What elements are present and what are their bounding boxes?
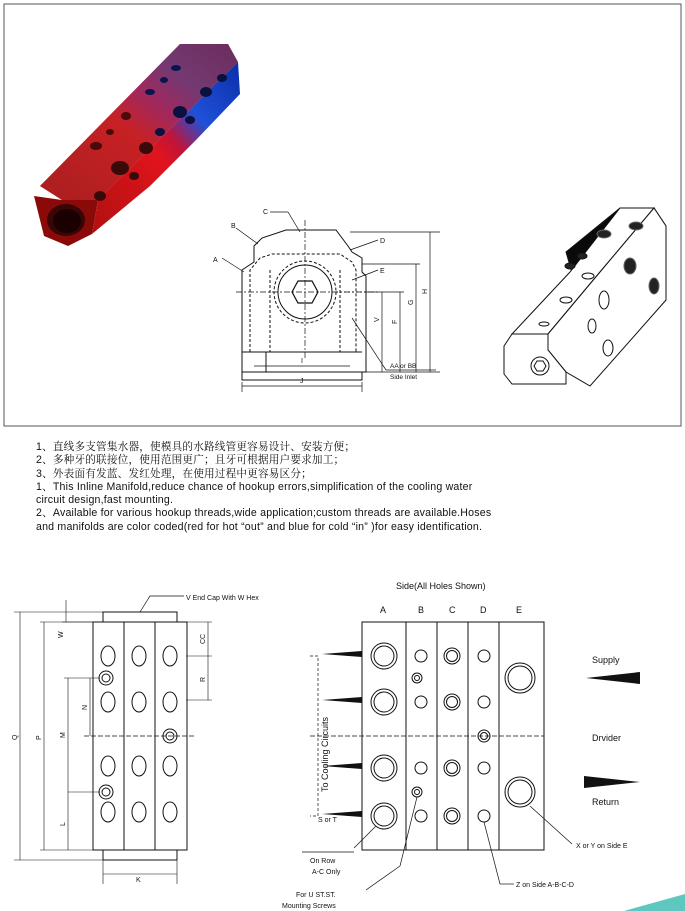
end-cap-label: V End Cap With W Hex — [186, 595, 259, 602]
label-h: H — [422, 288, 429, 294]
note-en-1b: circuit design,fast mounting. — [36, 494, 174, 507]
dim-k: K — [136, 877, 141, 884]
label-g: G — [408, 299, 415, 305]
dim-p: P — [36, 735, 43, 740]
dim-n: N — [82, 704, 89, 710]
for-u-label-1: For U ST.ST. — [296, 892, 336, 899]
note-cn-2: 2、多种牙的联接位，使用范围更广；且牙可根据用户要求加工； — [36, 454, 345, 467]
description-notes — [36, 441, 676, 534]
corner-decoration — [624, 894, 685, 911]
right-side-drawing — [302, 622, 572, 890]
label-b: B — [231, 223, 236, 230]
left-plan-drawing — [14, 596, 212, 884]
dim-m: M — [60, 732, 67, 738]
return-arrow — [584, 776, 640, 788]
note-en-2b: and manifolds are color coded(red for hot “out” and blue for cold “in” )for easy identification. — [36, 520, 483, 533]
label-d: D — [380, 238, 386, 245]
note-en-1a: 1、This Inline Manifold,reduce chance of hookup errors,simplification of the cooling water — [36, 480, 473, 493]
label-j: J — [300, 378, 304, 385]
dim-q: Q — [12, 734, 19, 740]
label-a: A — [213, 257, 218, 264]
a-c-only-label: A-C Only — [312, 869, 341, 876]
z-on-side-label: Z on Side A-B-C-D — [516, 882, 574, 889]
label-f: F — [392, 319, 399, 324]
column-d: D — [480, 605, 487, 615]
s-or-t-label: S or T — [318, 817, 337, 824]
note-en-2a: 2、Available for various hookup threads,wide application;custom threads are available.Hoses — [36, 507, 492, 520]
note-cn-3: 3、外表面有发蓝、发红处理，在使用过程中更容易区分； — [36, 467, 312, 480]
column-a: A — [380, 605, 387, 615]
return-label: Return — [592, 797, 620, 807]
dim-r: R — [200, 676, 207, 682]
column-b: B — [418, 605, 425, 615]
inlet-label-2: Side Inlet — [390, 374, 418, 381]
inlet-label-1: AA or BB — [390, 363, 417, 370]
cooling-arrow-1 — [322, 651, 362, 657]
supply-arrow — [586, 672, 640, 684]
x-or-y-label: X or Y on Side E — [576, 843, 628, 850]
column-c: C — [449, 605, 456, 615]
dim-cc: CC — [200, 633, 207, 644]
side-title: Side(All Holes Shown) — [396, 581, 486, 591]
on-row-label: On Row — [310, 858, 336, 865]
cooling-arrow-2 — [322, 697, 362, 703]
column-e: E — [516, 605, 523, 615]
label-e: E — [380, 268, 385, 275]
supply-label: Supply — [592, 655, 620, 665]
dim-l: L — [60, 822, 67, 826]
for-u-label-2: Mounting Screws — [282, 903, 336, 910]
note-cn-1: 1、直线多支管集水器，使模具的水路线管更容易设计、安装方便； — [36, 441, 356, 453]
label-c: C — [263, 209, 269, 216]
label-v: V — [374, 317, 381, 322]
divider-label: Drvider — [592, 733, 622, 743]
dim-w: W — [58, 631, 65, 638]
to-cooling-label: To Cooling Circuits — [320, 716, 330, 792]
label-i: I — [301, 358, 303, 365]
